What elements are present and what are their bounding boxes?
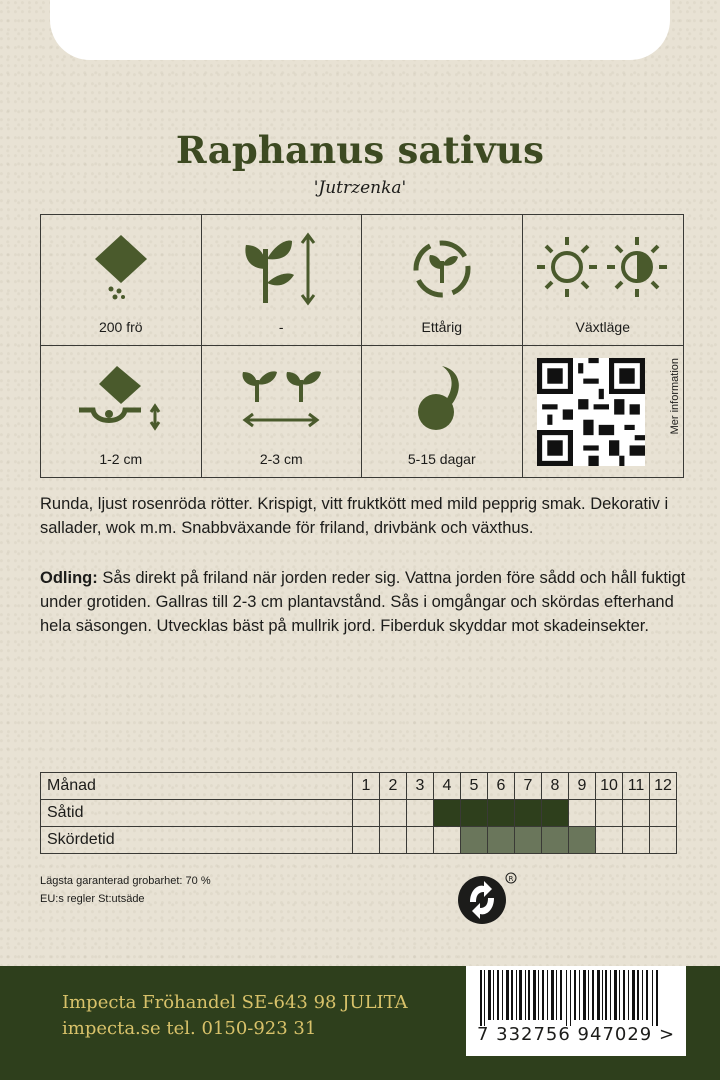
month-9: 9 (569, 773, 596, 800)
variety-description: Runda, ljust rosenröda rötter. Krispigt, vitt fruktkött med mild pepprig smak. Dekorativ i sallader, wok m.m. Snabbväxande för friland, drivbänk och växthus. (40, 495, 669, 537)
month-11: 11 (623, 773, 650, 800)
plant-height-label: - (278, 319, 284, 335)
info-cell-seed-count (41, 215, 202, 346)
cultivation-heading: Odling: (40, 569, 98, 587)
germination-time-icon (402, 360, 482, 440)
calendar-cell-month-1 (353, 827, 380, 854)
calendar-cell-month-11 (623, 827, 650, 854)
info-cell-plant-height (202, 215, 363, 346)
month-12: 12 (650, 773, 677, 800)
calendar-row-sowing (41, 800, 677, 827)
info-grid (40, 214, 684, 478)
calendar-row-harvest (41, 827, 677, 854)
lifecycle-label: Ettårig (421, 319, 462, 335)
calendar-cell-month-12 (650, 827, 677, 854)
sowing-depth-label: 1-2 cm (99, 451, 143, 467)
month-8: 8 (542, 773, 569, 800)
plant-spacing-icon (231, 360, 331, 440)
calendar-cell-month-3 (407, 800, 434, 827)
month-1: 1 (353, 773, 380, 800)
calendar-cell-month-5 (461, 827, 488, 854)
calendar-cell-month-8 (542, 800, 569, 827)
plant-spacing-label: 2-3 cm (259, 451, 303, 467)
info-cell-germination (362, 346, 523, 477)
company-address: Impecta Fröhandel SE-643 98 JULITA (62, 992, 408, 1013)
info-cell-sowing-depth (41, 346, 202, 477)
month-2: 2 (380, 773, 407, 800)
month-6: 6 (488, 773, 515, 800)
harvest-time-label: Skördetid (41, 827, 353, 854)
calendar-cell-month-11 (623, 800, 650, 827)
seed-packet-icon (81, 229, 161, 309)
green-dot-recycle-icon (456, 870, 520, 930)
calendar-cell-month-2 (380, 827, 407, 854)
calendar-cell-month-9 (569, 827, 596, 854)
plant-height-icon (236, 229, 326, 309)
annual-cycle-icon (402, 229, 482, 309)
calendar-cell-month-4 (434, 800, 461, 827)
position-label: Växtläge (575, 319, 630, 335)
calendar-cell-month-5 (461, 800, 488, 827)
sowing-calendar (40, 772, 677, 854)
calendar-cell-month-7 (515, 827, 542, 854)
calendar-cell-month-7 (515, 800, 542, 827)
variety-name: 'Jutrzenka' (313, 178, 407, 198)
company-contact: impecta.se tel. 0150-923 31 (62, 1018, 317, 1039)
cultivation-instructions (40, 566, 690, 638)
calendar-cell-month-10 (596, 800, 623, 827)
qr-code-icon[interactable] (537, 358, 645, 466)
month-3: 3 (407, 773, 434, 800)
month-4: 4 (434, 773, 461, 800)
month-5: 5 (461, 773, 488, 800)
calendar-cell-month-10 (596, 827, 623, 854)
calendar-cell-month-1 (353, 800, 380, 827)
sowing-depth-icon (71, 360, 171, 440)
calendar-header-row (41, 773, 677, 800)
calendar-cell-month-12 (650, 800, 677, 827)
company-info (62, 990, 408, 1042)
seed-count-label: 200 frö (98, 319, 143, 335)
info-cell-lifecycle (362, 215, 523, 346)
calendar-cell-month-4 (434, 827, 461, 854)
info-cell-plant-spacing (202, 346, 363, 477)
calendar-cell-month-9 (569, 800, 596, 827)
info-cell-position (523, 215, 684, 346)
month-7: 7 (515, 773, 542, 800)
page-title: Raphanus sativus (175, 128, 545, 172)
cultivation-text: Sås direkt på friland när jorden reder sig. Vattna jorden före sådd och håll fuktigt under grotiden. Gallras till 2-3 cm plantavstånd. Sås i omgångar och skördas efterhand hela säsongen. Utvecklas bäst på mullrik jord. Fiberduk skyddar mot skadeinsekter. (40, 569, 686, 635)
calendar-cell-month-2 (380, 800, 407, 827)
sowing-time-label: Såtid (41, 800, 353, 827)
germination-label: 5-15 dagar (407, 451, 476, 467)
month-header: Månad (41, 773, 353, 800)
hang-hole (50, 0, 670, 60)
calendar-cell-month-8 (542, 827, 569, 854)
barcode-number: 7 332756 947029 > (476, 1024, 676, 1045)
germination-guarantee: Lägsta garanterad grobarhet: 70 % (40, 875, 211, 887)
fine-print (40, 872, 211, 908)
info-cell-qr (523, 346, 684, 477)
calendar-cell-month-3 (407, 827, 434, 854)
seed-rules: EU:s regler St:utsäde (40, 893, 145, 905)
calendar-cell-month-6 (488, 827, 515, 854)
calendar-cell-month-6 (488, 800, 515, 827)
sun-partial-shade-icon (533, 229, 673, 309)
svg-text:R: R (508, 875, 514, 883)
barcode-icon (466, 970, 686, 1026)
more-info-label: Mer information (669, 358, 681, 435)
month-10: 10 (596, 773, 623, 800)
